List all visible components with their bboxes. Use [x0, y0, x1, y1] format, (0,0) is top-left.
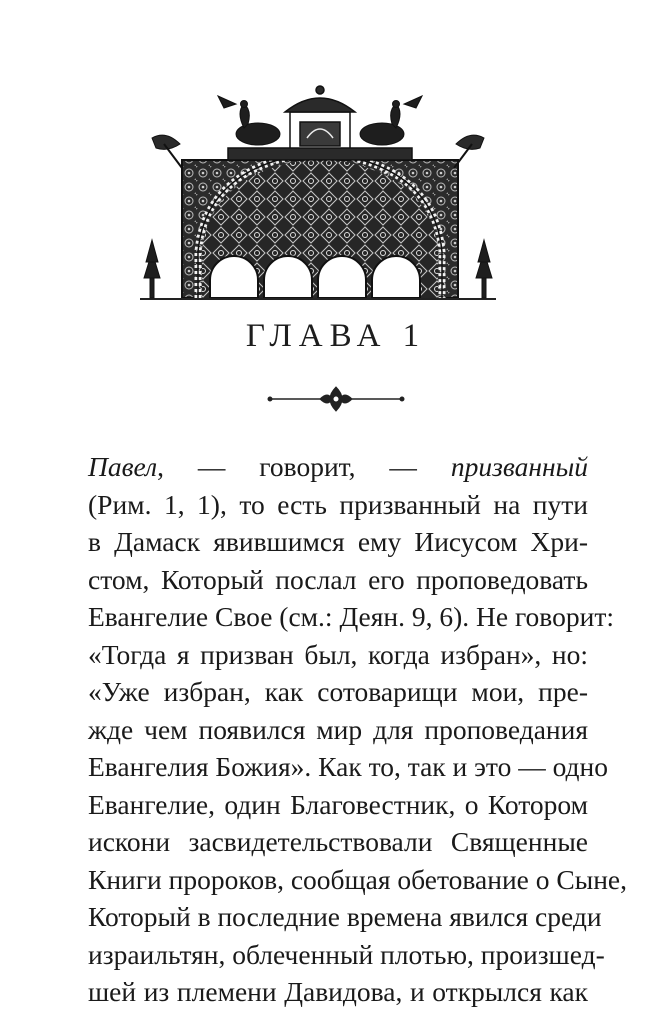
text-line: [88, 823, 588, 861]
text-line: [88, 448, 588, 486]
text-line: [88, 711, 588, 749]
text-segment: Который в последние времена явился среди: [88, 901, 602, 932]
text-segment: Евангелие Свое (см.: Деян. 9, 6). Не говорит:: [88, 601, 614, 632]
text-segment: , — говорит, —: [157, 451, 451, 482]
text-line: [88, 673, 588, 711]
text-line: [88, 786, 588, 824]
text-segment: (Рим. 1, 1), то есть призванный на пути: [88, 488, 588, 520]
text-segment: «Тогда я призван был, когда избран», но:: [88, 638, 588, 670]
body-paragraph: [88, 448, 627, 1011]
text-segment: в Дамаск явившимся ему Иисусом Хри-: [88, 526, 588, 557]
text-line: [88, 523, 588, 561]
text-segment: Евангелия Божия». Как то, так и это — одно: [88, 751, 608, 782]
text-line: [88, 598, 614, 636]
text-segment: искони засвидетельствовали Священные: [88, 826, 588, 857]
text-line: [88, 861, 627, 899]
text-line: [88, 748, 608, 786]
text-segment: Книги пророков, сообщая обетование о Сыне,: [88, 863, 627, 895]
italic-text: призванный: [450, 451, 588, 482]
text-line: [88, 561, 588, 599]
text-line: [88, 973, 588, 1011]
text-line: [88, 936, 605, 974]
ornamental-divider: [266, 385, 406, 413]
ornamental-headpiece: [140, 82, 496, 304]
text-segment: шей из племени Давидова, и открылся как: [88, 976, 588, 1007]
text-line: [88, 898, 602, 936]
text-segment: «Уже избран, как сотоварищи мои, пре-: [88, 676, 588, 707]
italic-text: Павел: [88, 451, 158, 482]
text-line: [88, 486, 588, 524]
text-segment: Евангелие, один Благовестник, о Котором: [88, 788, 588, 820]
text-line: [88, 636, 588, 674]
chapter-title: ГЛАВА 1: [245, 318, 427, 354]
text-segment: стом, Который послал его проповедовать: [88, 563, 588, 595]
text-segment: израильтян, облеченный плотью, произшед-: [88, 938, 605, 970]
text-segment: жде чем появился мир для проповедания: [88, 713, 588, 745]
